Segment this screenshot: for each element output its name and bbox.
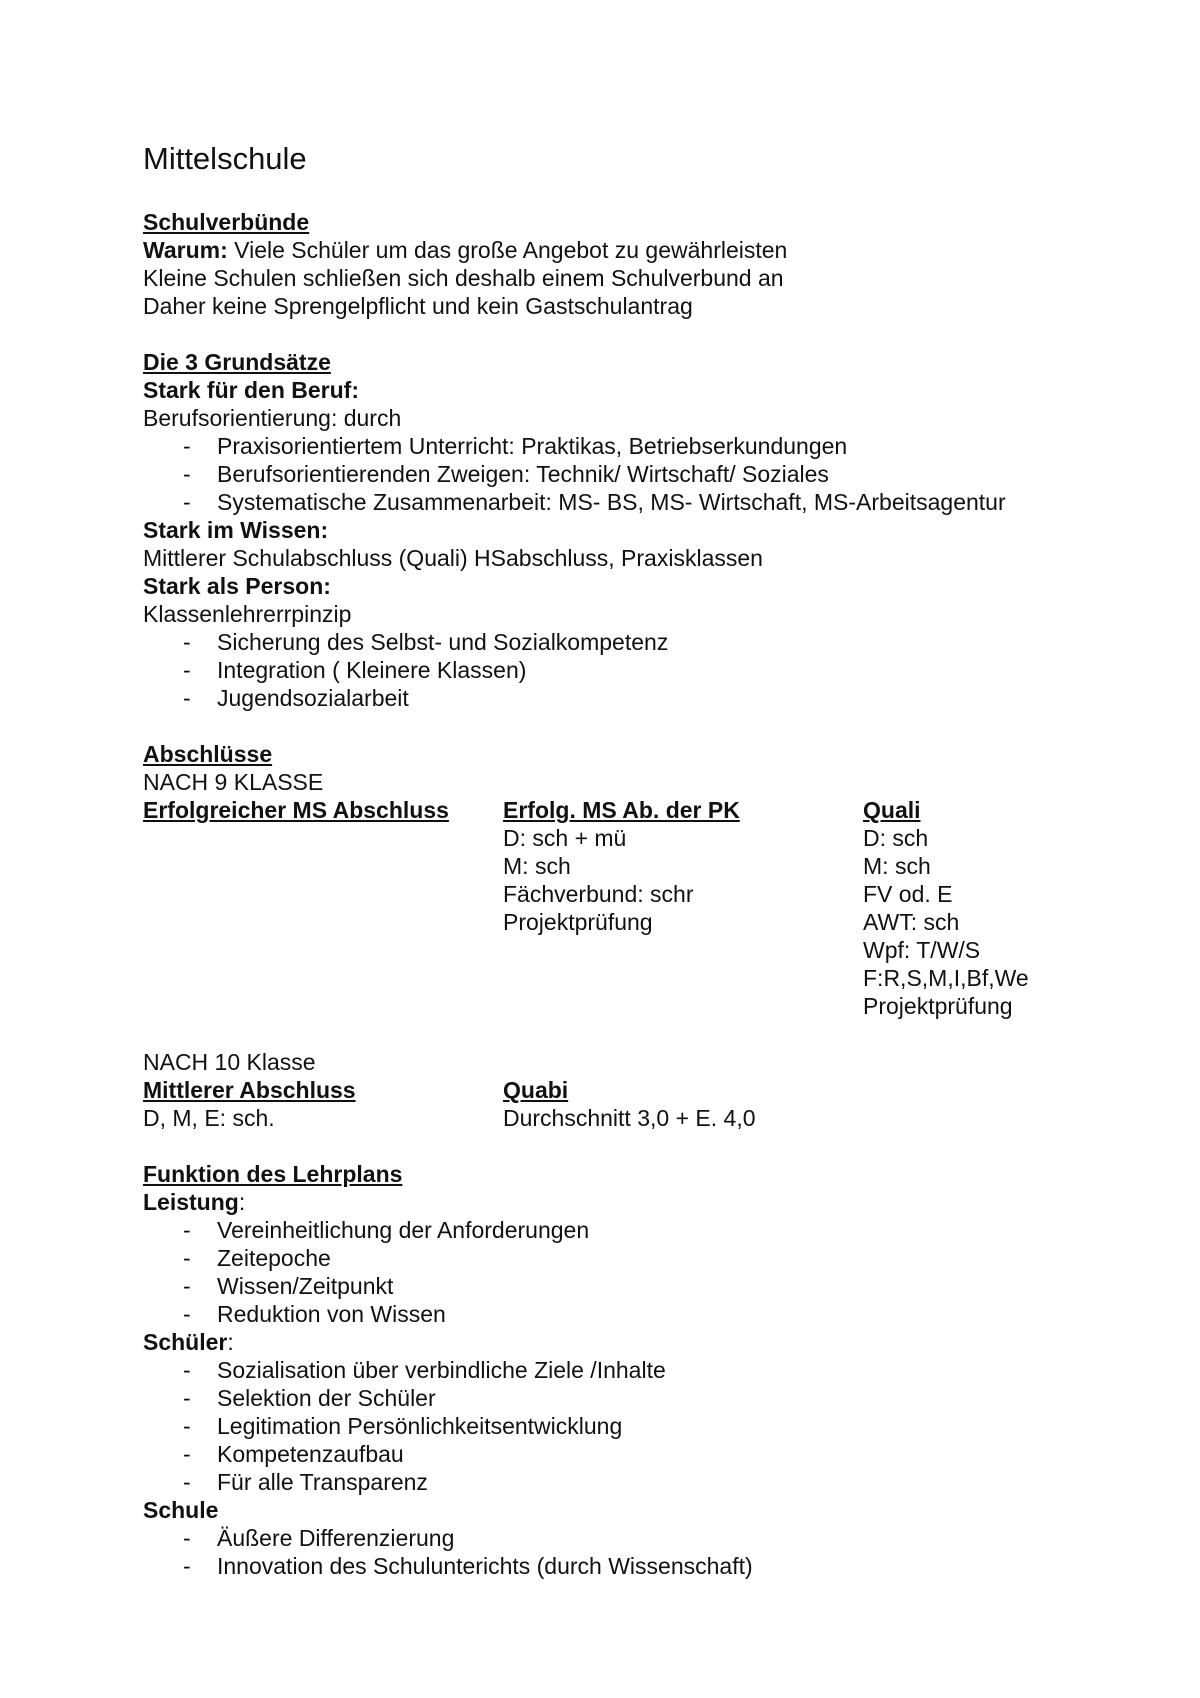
list-item: - Selektion der Schüler xyxy=(183,1385,436,1411)
list-item: - Wissen/Zeitpunkt xyxy=(183,1273,394,1299)
column-item: M: sch xyxy=(863,853,931,879)
column-heading: Erfolgreicher MS Abschluss xyxy=(143,797,449,823)
list-item: - Praxisorientiertem Unterricht: Praktikas, Betriebserkundungen xyxy=(183,433,848,459)
leistung-list xyxy=(143,1216,1143,1328)
warum-label: Warum: xyxy=(143,237,228,263)
column-item: Durchschnitt 3,0 + E. 4,0 xyxy=(503,1105,756,1131)
document-page xyxy=(143,140,1143,1580)
list-item: - Legitimation Persönlichkeitsentwicklung xyxy=(183,1413,623,1439)
column-item: FV od. E xyxy=(863,881,953,907)
column-item: D: sch xyxy=(863,825,929,851)
column-pk xyxy=(503,796,740,936)
text-line: Mittlerer Schulabschluss (Quali) HSabschluss, Praxisklassen xyxy=(143,545,763,571)
list-item: - Sicherung des Selbst- und Sozialkompetenz xyxy=(183,629,669,655)
warum-line xyxy=(143,236,1143,264)
column-heading: Mittlerer Abschluss xyxy=(143,1077,356,1103)
schueler-label: Schüler xyxy=(143,1329,228,1355)
list-item: - Für alle Transparenz xyxy=(183,1469,428,1495)
column-quali xyxy=(863,796,1029,1020)
column-item: D: sch + mü xyxy=(503,825,627,851)
list-item: - Innovation des Schulunterichts (durch Wissenschaft) xyxy=(183,1553,753,1579)
subheading-person: Stark als Person: xyxy=(143,573,331,599)
list-item: - Jugendsozialarbeit xyxy=(183,685,409,711)
list-item: - Vereinheitlichung der Anforderungen xyxy=(183,1217,590,1243)
column-heading: Quabi xyxy=(503,1077,569,1103)
column-mittlerer xyxy=(143,1076,356,1132)
column-item: Fächverbund: schr xyxy=(503,881,694,907)
subheading-wissen: Stark im Wissen: xyxy=(143,517,329,543)
warum-text: Viele Schüler um das große Angebot zu gewährleisten xyxy=(227,237,788,263)
nach10-label: NACH 10 Klasse xyxy=(143,1049,316,1075)
list-item: - Systematische Zusammenarbeit: MS- BS, MS- Wirtschaft, MS-Arbeitsagentur xyxy=(183,489,1006,515)
list-item: - Äußere Differenzierung xyxy=(183,1525,455,1551)
schule-list xyxy=(143,1524,1143,1580)
column-item: M: sch xyxy=(503,853,571,879)
leistung-line: Leistung: xyxy=(143,1189,246,1215)
column-item: Projektprüfung xyxy=(503,909,653,935)
column-heading: Erfolg. MS Ab. der PK xyxy=(503,797,740,823)
text-line: Kleine Schulen schließen sich deshalb einem Schulverbund an xyxy=(143,265,784,291)
list-item: - Sozialisation über verbindliche Ziele /Inhalte xyxy=(183,1357,666,1383)
person-list xyxy=(143,628,1143,712)
section-heading-grundsaetze: Die 3 Grundsätze xyxy=(143,349,331,375)
section-heading-lehrplan: Funktion des Lehrplans xyxy=(143,1161,403,1187)
list-item: - Reduktion von Wissen xyxy=(183,1301,446,1327)
abschluss-columns xyxy=(143,796,1143,1020)
schueler-line: Schüler: xyxy=(143,1329,234,1355)
beruf-list xyxy=(143,432,1143,516)
column-item: Wpf: T/W/S xyxy=(863,937,981,963)
list-item: - Zeitepoche xyxy=(183,1245,331,1271)
column-erfolgreicher xyxy=(143,796,449,824)
column-item: D, M, E: sch. xyxy=(143,1105,275,1131)
section-heading-schulverbuende: Schulverbünde xyxy=(143,209,310,235)
text-line: Daher keine Sprengelpflicht und kein Gastschulantrag xyxy=(143,293,693,319)
list-item: - Integration ( Kleinere Klassen) xyxy=(183,657,527,683)
column-heading: Quali xyxy=(863,797,921,823)
column-quabi xyxy=(503,1076,756,1132)
section-heading-abschluesse: Abschlüsse xyxy=(143,741,273,767)
schueler-list xyxy=(143,1356,1143,1496)
leistung-label: Leistung xyxy=(143,1189,239,1215)
column-item: F:R,S,M,I,Bf,We xyxy=(863,965,1029,991)
subheading-beruf: Stark für den Beruf: xyxy=(143,377,359,403)
column-item: Projektprüfung xyxy=(863,993,1013,1019)
list-item: - Kompetenzaufbau xyxy=(183,1441,404,1467)
text-line: Berufsorientierung: durch xyxy=(143,405,402,431)
text-line: Klassenlehrerrpinzip xyxy=(143,601,352,627)
page-title: Mittelschule xyxy=(143,141,307,176)
list-item: - Berufsorientierenden Zweigen: Technik/ Wirtschaft/ Soziales xyxy=(183,461,829,487)
nach9-label: NACH 9 KLASSE xyxy=(143,769,324,795)
schule-label: Schule xyxy=(143,1497,219,1523)
column-item: AWT: sch xyxy=(863,909,960,935)
nach10-columns xyxy=(143,1076,1143,1132)
